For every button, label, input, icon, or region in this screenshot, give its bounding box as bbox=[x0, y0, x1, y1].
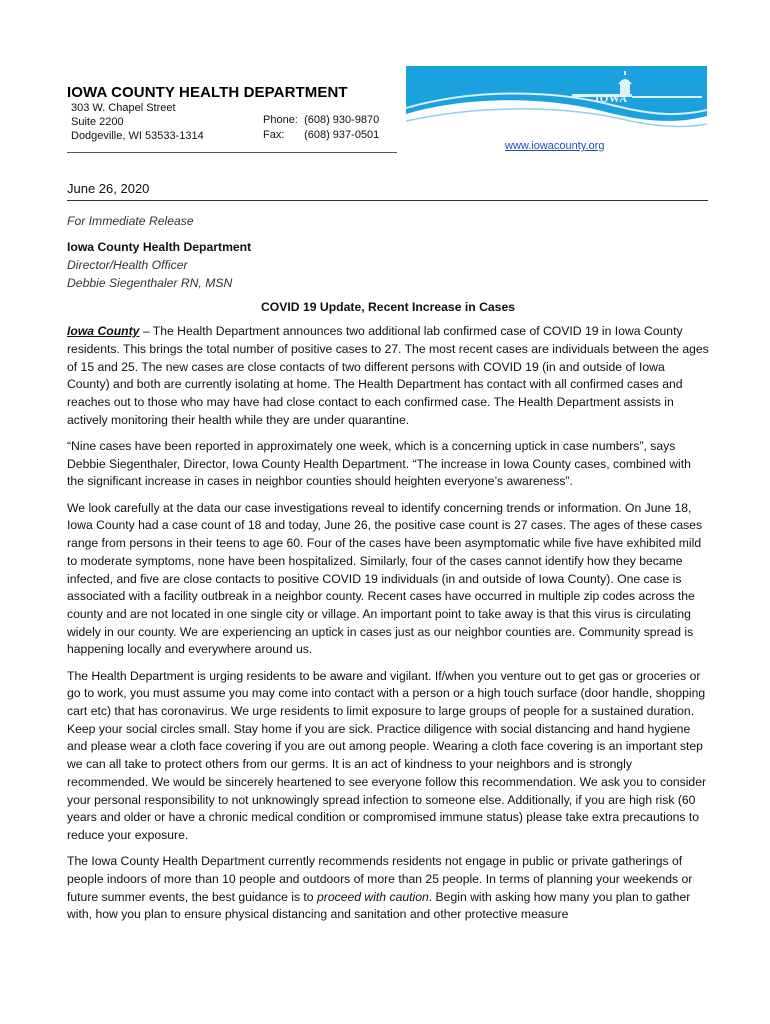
paragraph-1-text: – The Health Department announces two additional lab confirmed case of COVID 19 in Iowa County residents. This brings the total number of positive cases to 27. The most recent cases are individuals between the ages of 15 and 25. The new cases are close contacts of two different persons with COVID 19 (in and outside of Iowa County) and both are currently isolating at home. The Health Department has contact with all confirmed cases and reaches out to those who may have had close contact to each confirmed case. The Health Department assists in actively monitoring their health while they are under quarantine. bbox=[67, 324, 709, 427]
paragraph-5-italic: proceed with caution bbox=[316, 889, 429, 904]
paragraph-5-part-b: . Begin with asking how many you plan to gather with, how you plan to ensure physical distancing and sanitation and other protective measure bbox=[67, 889, 691, 922]
banner-wave-graphic bbox=[406, 66, 707, 142]
fax-value: (608) 937-0501 bbox=[304, 129, 380, 141]
paragraph-1-lead: Iowa County bbox=[67, 324, 140, 339]
address-block bbox=[71, 101, 204, 143]
county-logo-text: IOWA bbox=[595, 93, 628, 105]
paragraph-4: The Health Department is urging residents to be aware and vigilant. If/when you venture out to get gas or groceries or go to work, you must assume you may come into contact with a person or a high touch surface (door handle, shopping cart etc) that has coronavirus. We urge residents to limit exposure to large groups of people for a sustained duration. Keep your social circles small. Stay home if you are sick. Practice diligence with social distancing and hand hygiene and please wear a cloth face covering if you are out among people. Wearing a cloth face covering is an important step we can all take to protect others from our germs. It is an act of kindness to your neighbors and is strongly recommended. We would be sincerely heartened to see everyone follow this recommendation. We ask you to consider your personal responsibility to not unknowingly spread infection to someone else. Additionally, if you are high risk (60 years and older or have a chronic medical condition or compromised immune status) please take extra precautions to reduce your exposure. bbox=[67, 668, 707, 842]
org-name: IOWA COUNTY HEALTH DEPARTMENT bbox=[67, 84, 348, 101]
address-line-3: Dodgeville, WI 53533-1314 bbox=[71, 130, 204, 142]
paragraph-3: We look carefully at the data our case investigations reveal to identify concerning trends or information. On June 18, Iowa County had a case count of 18 and today, June 26, the positive case count is 27 cases. The ages of these cases range from persons in their teens to age 60. Four of the cases have been asymptomatic while five have exhibited mild to moderate symptoms, none have been hospitalized. Similarly, four of the cases cannot identify how they became infected, and five are close contacts to positive COVID 19 individuals (in and outside of Iowa County). One case is associated with a facility outbreak in a neighbor county. Recent cases have occurred in multiple zip codes across the county and are not located in one single city or village. An important point to take away is that this virus is circulating widely in our county. We are experiencing an uptick in cases just as our neighbor counties are. Community spread is happening locally and everywhere around us. bbox=[67, 500, 703, 657]
fax-row bbox=[263, 128, 379, 143]
address-line-2: Suite 2200 bbox=[71, 116, 124, 128]
fax-label: Fax: bbox=[263, 129, 285, 141]
release-date: June 26, 2020 bbox=[67, 181, 150, 196]
paragraph-5 bbox=[67, 853, 709, 924]
phone-label: Phone: bbox=[263, 114, 298, 126]
letterhead bbox=[0, 0, 770, 170]
phone-row bbox=[263, 113, 379, 128]
department-name: Iowa County Health Department bbox=[67, 240, 252, 255]
press-release-body bbox=[67, 178, 709, 933]
officer-name: Debbie Siegenthaler RN, MSN bbox=[67, 275, 233, 290]
county-banner bbox=[406, 66, 707, 142]
paragraph-5-part-a: The Iowa County Health Department currently recommends residents not engage in public or private gatherings of people indoors of more than 10 people and outdoors of more than 25 people. In terms of planning your weekends or future summer events, the best guidance is to bbox=[67, 854, 693, 904]
officer-title: Director/Health Officer bbox=[67, 258, 188, 273]
phone-value: (608) 930-9870 bbox=[304, 114, 380, 126]
date-divider bbox=[67, 200, 708, 201]
release-heading: COVID 19 Update, Recent Increase in Cases bbox=[260, 299, 515, 314]
website-link[interactable]: www.iowacounty.org bbox=[505, 140, 605, 152]
capitol-dome-icon bbox=[572, 71, 702, 98]
address-line-1: 303 W. Chapel Street bbox=[71, 102, 176, 114]
paragraph-2: “Nine cases have been reported in approximately one week, which is a concerning uptick in case numbers”, says Debbie Siegenthaler, Director, Iowa County Health Department. “The increase in Iowa County cases, combined with the significant increase in cases in neighbor counties should heighten everyone’s awareness”. bbox=[67, 439, 691, 489]
header-divider bbox=[67, 152, 397, 153]
paragraph-1 bbox=[67, 323, 709, 429]
release-label: For Immediate Release bbox=[67, 213, 194, 228]
contact-block bbox=[263, 113, 379, 143]
